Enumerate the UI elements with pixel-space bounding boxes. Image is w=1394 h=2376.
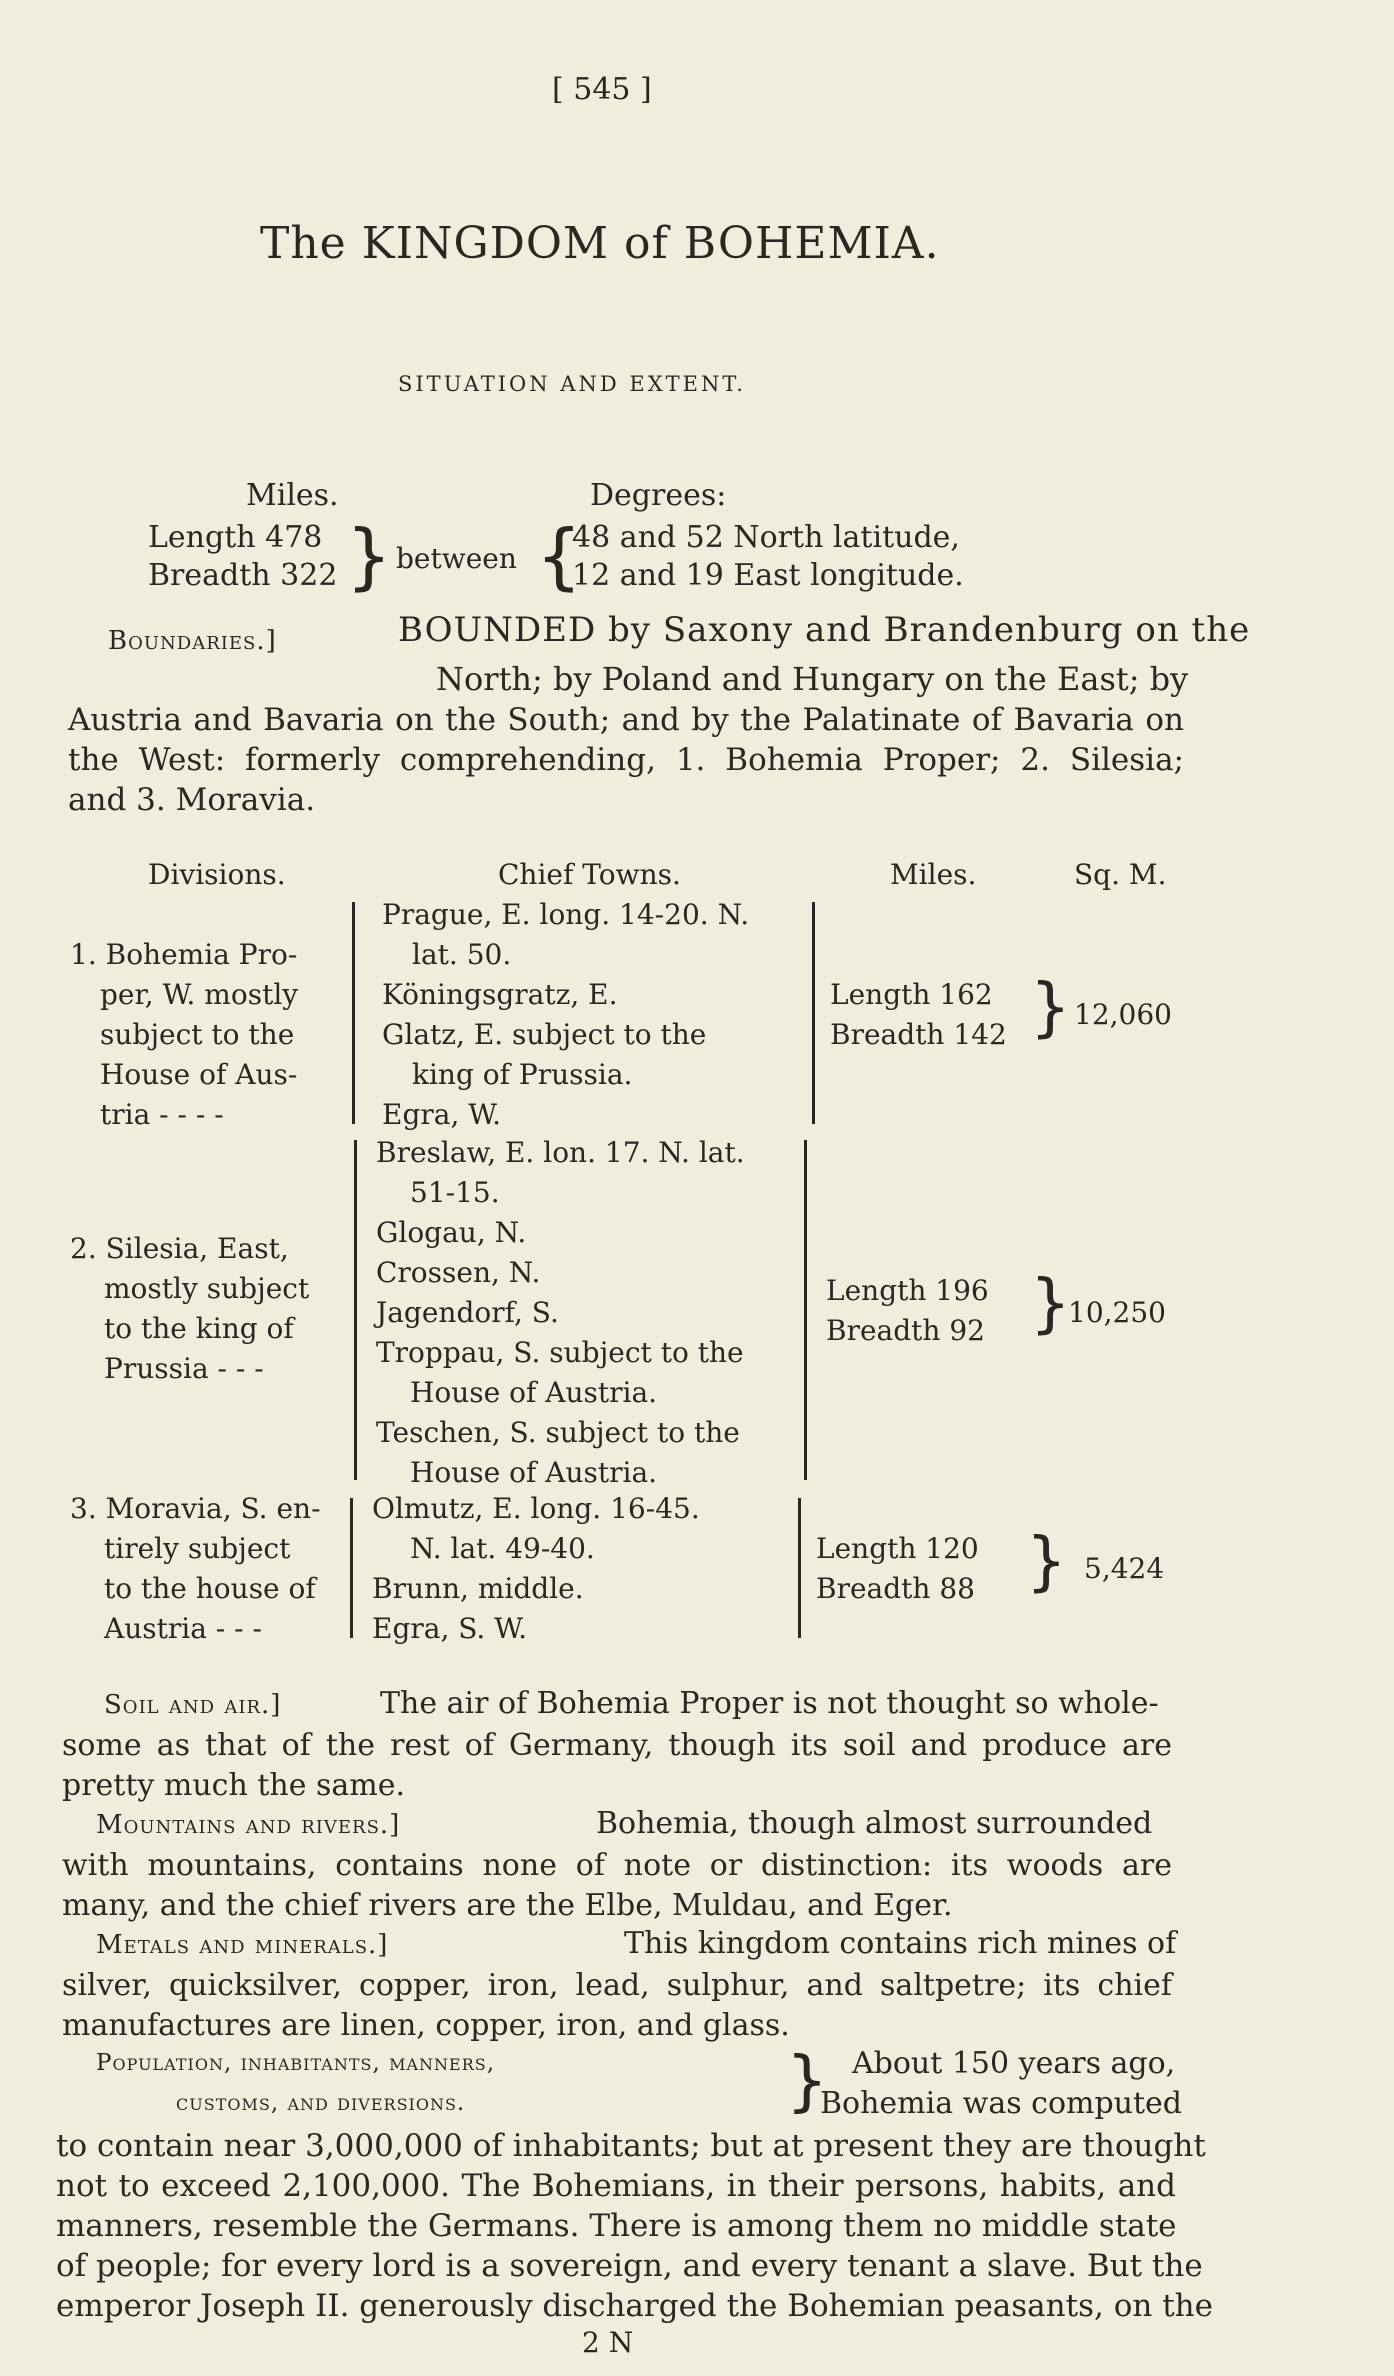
miles-brace: } <box>1026 1525 1067 1599</box>
metals-line-1: This kingdom contains rich mines of <box>624 1926 1177 1961</box>
town-line: king of Prussia. <box>412 1058 633 1091</box>
town-line: Breslaw, E. lon. 17. N. lat. <box>376 1136 745 1169</box>
division-line: tirely subject <box>104 1532 291 1565</box>
division-bracket <box>352 902 355 1124</box>
population-label-2: customs, and diversions. <box>176 2090 466 2116</box>
soil-line-3: pretty much the same. <box>62 1768 406 1803</box>
division-line: Austria - - - <box>104 1612 262 1645</box>
division-line: mostly subject <box>104 1272 310 1305</box>
miles-breadth: Breadth 88 <box>816 1572 975 1605</box>
population-line-5: emperor Joseph II. generously discharged the Bohemian peasants, on the <box>56 2288 1213 2324</box>
town-line: House of Austria. <box>410 1376 658 1409</box>
header-divisions: Divisions. <box>148 858 286 891</box>
miles-breadth: Breadth 92 <box>826 1314 985 1347</box>
extent-between: between <box>396 542 517 575</box>
town-line: Köningsgratz, E. <box>382 978 618 1011</box>
division-line: to the house of <box>104 1572 316 1605</box>
division-bracket <box>354 1140 357 1480</box>
boundaries-line-2: North; by Poland and Hungary on the East; by <box>436 660 1189 698</box>
boundaries-line-1: BOUNDED by Saxony and Brandenburg on the <box>398 610 1251 650</box>
towns-bracket <box>798 1498 801 1638</box>
town-line: Crossen, N. <box>376 1256 541 1289</box>
town-line: lat. 50. <box>412 938 512 971</box>
population-line-1: to contain near 3,000,000 of inhabitants; but at present they are thought <box>56 2128 1206 2164</box>
population-label-1: Population, inhabitants, manners, <box>96 2050 496 2076</box>
division-line: to the king of <box>104 1312 294 1345</box>
miles-brace: } <box>1030 971 1071 1045</box>
division-line: 2. Silesia, East, <box>70 1232 289 1265</box>
town-line: Teschen, S. subject to the <box>376 1416 740 1449</box>
mountains-line-1: Bohemia, though almost surrounded <box>596 1806 1153 1841</box>
miles-length: Length 196 <box>826 1274 989 1307</box>
mountains-line-2: with mountains, contains none of note or distinction: its woods are <box>62 1848 1172 1883</box>
population-side-1: About 150 years ago, <box>852 2046 1176 2081</box>
extent-degrees-header: Degrees: <box>590 478 727 513</box>
population-line-3: manners, resemble the Germans. There is among them no middle state <box>56 2208 1177 2244</box>
square-miles: 10,250 <box>1068 1296 1166 1329</box>
boundaries-line-5: and 3. Moravia. <box>68 782 316 818</box>
town-line: Glatz, E. subject to the <box>382 1018 707 1051</box>
population-line-4: of people; for every lord is a sovereign, and every tenant a slave. But the <box>56 2248 1203 2284</box>
miles-length: Length 162 <box>830 978 993 1011</box>
town-line: Brunn, middle. <box>372 1572 584 1605</box>
extent-left-brace: { <box>536 514 582 598</box>
town-line: N. lat. 49-40. <box>410 1532 595 1565</box>
division-line: tria - - - - <box>100 1098 224 1131</box>
division-line: per, W. mostly <box>100 978 299 1011</box>
metals-label: Metals and minerals.] <box>96 1930 389 1960</box>
extent-miles-header: Miles. <box>246 478 339 513</box>
metals-line-2: silver, quicksilver, copper, iron, lead, sulphur, and saltpetre; its chief <box>62 1968 1172 2003</box>
town-line: Troppau, S. subject to the <box>376 1336 744 1369</box>
town-line: House of Austria. <box>410 1456 658 1489</box>
town-line: Egra, S. W. <box>372 1612 528 1645</box>
division-line: 3. Moravia, S. en- <box>70 1492 321 1525</box>
division-line: Prussia - - - <box>104 1352 264 1385</box>
boundaries-line-3: Austria and Bavaria on the South; and by the Palatinate of Bavaria on <box>68 702 1184 738</box>
extent-breadth: Breadth 322 <box>148 558 338 593</box>
town-line: Glogau, N. <box>376 1216 527 1249</box>
section-heading: SITUATION AND EXTENT. <box>398 372 746 396</box>
towns-bracket <box>812 902 815 1124</box>
miles-brace: } <box>1030 1267 1071 1341</box>
division-bracket <box>350 1498 353 1638</box>
page-number: [ 545 ] <box>552 72 652 107</box>
extent-length: Length 478 <box>148 520 323 555</box>
soil-label: Soil and air.] <box>104 1690 282 1720</box>
mountains-line-3: many, and the chief rivers are the Elbe, Muldau, and Eger. <box>62 1888 953 1923</box>
population-brace: } <box>786 2042 828 2119</box>
towns-bracket <box>804 1140 807 1480</box>
town-line: 51-15. <box>410 1176 500 1209</box>
division-line: House of Aus- <box>100 1058 298 1091</box>
square-miles: 12,060 <box>1074 998 1172 1031</box>
population-side-2: Bohemia was computed <box>820 2086 1182 2121</box>
soil-line-2: some as that of the rest of Germany, though its soil and produce are <box>62 1728 1172 1763</box>
page-title: The KINGDOM of BOHEMIA. <box>260 218 940 269</box>
extent-latitude: 48 and 52 North latitude, <box>572 520 960 555</box>
town-line: Egra, W. <box>382 1098 502 1131</box>
miles-breadth: Breadth 142 <box>830 1018 1007 1051</box>
soil-line-1: The air of Bohemia Proper is not thought so whole- <box>380 1686 1159 1721</box>
division-line: 1. Bohemia Pro- <box>70 938 298 971</box>
extent-right-brace: } <box>346 514 392 598</box>
signature-mark: 2 N <box>582 2326 634 2359</box>
header-miles: Miles. <box>890 858 977 891</box>
extent-longitude: 12 and 19 East longitude. <box>572 558 964 593</box>
header-sq-m: Sq. M. <box>1074 858 1167 891</box>
town-line: Olmutz, E. long. 16-45. <box>372 1492 700 1525</box>
miles-length: Length 120 <box>816 1532 979 1565</box>
town-line: Prague, E. long. 14-20. N. <box>382 898 750 931</box>
mountains-label: Mountains and rivers.] <box>96 1810 401 1840</box>
header-chief-towns: Chief Towns. <box>498 858 681 891</box>
division-line: subject to the <box>100 1018 295 1051</box>
town-line: Jagendorf, S. <box>376 1296 559 1329</box>
boundaries-line-4: the West: formerly comprehending, 1. Bohemia Proper; 2. Silesia; <box>68 742 1184 778</box>
metals-line-3: manufactures are linen, copper, iron, and glass. <box>62 2008 790 2043</box>
boundaries-label: Boundaries.] <box>108 626 277 656</box>
population-line-2: not to exceed 2,100,000. The Bohemians, in their persons, habits, and <box>56 2168 1176 2204</box>
square-miles: 5,424 <box>1084 1552 1165 1585</box>
